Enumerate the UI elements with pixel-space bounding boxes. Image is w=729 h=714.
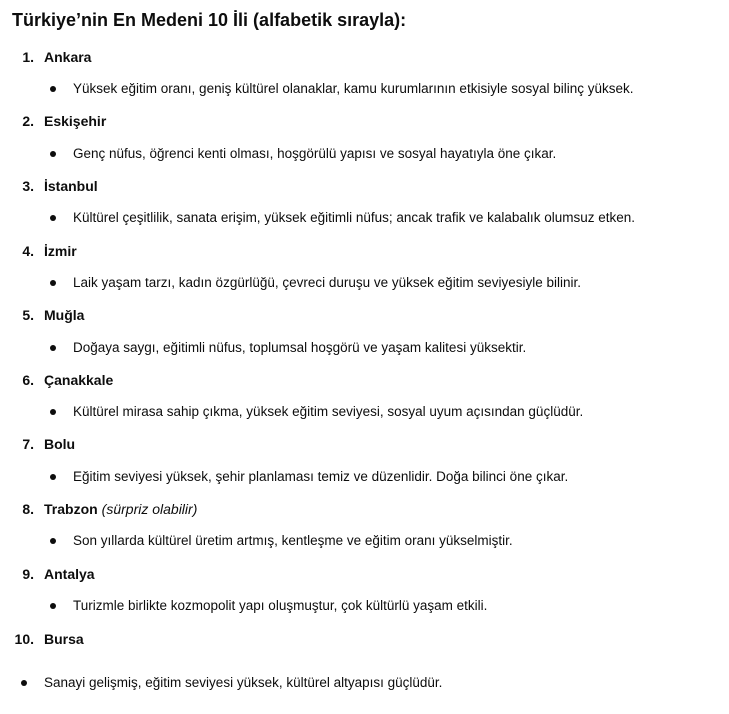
bullet-icon: [50, 86, 56, 92]
bullet-icon: [50, 603, 56, 609]
list-item-number: 6.: [22, 372, 34, 388]
list-item-note: (sürpriz olabilir): [101, 501, 198, 517]
list-item-number: 10.: [14, 631, 34, 647]
description-text: Yüksek eğitim oranı, geniş kültürel olanaklar, kamu kurumlarının etkisiyle sosyal bilinç yüksek.: [73, 81, 634, 96]
list-item-number: 2.: [22, 113, 34, 129]
bullet-icon: [21, 680, 27, 686]
list-item-name: Bolu: [44, 436, 76, 452]
description-text: Son yıllarda kültürel üretim artmış, kentleşme ve eğitim oranı yükselmiştir.: [73, 533, 513, 548]
list-item-name: Bursa: [44, 631, 84, 647]
bullet-icon: [50, 474, 56, 480]
list-item-number: 3.: [22, 178, 34, 194]
bullet-icon: [50, 280, 56, 286]
page-title: Türkiye’nin En Medeni 10 İli (alfabetik sırayla):: [12, 10, 407, 30]
description-text: Doğaya saygı, eğitimli nüfus, toplumsal hoşgörü ve yaşam kalitesi yüksektir.: [73, 340, 527, 355]
list-item-number: 8.: [22, 501, 34, 517]
list-item-number: 7.: [22, 436, 34, 452]
description-text: Sanayi gelişmiş, eğitim seviyesi yüksek, kültürel altyapısı güçlüdür.: [44, 675, 443, 690]
bullet-icon: [50, 215, 56, 221]
description-text: Turizmle birlikte kozmopolit yapı oluşmuştur, çok kültürlü yaşam etkili.: [73, 598, 488, 613]
description-text: Eğitim seviyesi yüksek, şehir planlaması temiz ve düzenlidir. Doğa bilinci öne çıkar.: [73, 469, 569, 484]
description-text: Genç nüfus, öğrenci kenti olması, hoşgörülü yapısı ve sosyal hayatıyla öne çıkar.: [73, 146, 557, 161]
list-item-name-text: Trabzon: [44, 501, 98, 517]
description-text: Laik yaşam tarzı, kadın özgürlüğü, çevreci duruşu ve yüksek eğitim seviyesiyle bilinir.: [73, 275, 581, 290]
bullet-icon: [50, 538, 56, 544]
bullet-icon: [50, 345, 56, 351]
list-item-number: 1.: [22, 49, 34, 65]
list-item-name: [44, 499, 197, 519]
list-item-name: İstanbul: [44, 178, 98, 194]
list-item-name: Eskişehir: [44, 113, 107, 129]
list-item-name: İzmir: [44, 243, 77, 259]
bullet-icon: [50, 151, 56, 157]
list-item-number: 9.: [22, 566, 34, 582]
list-item-name: Ankara: [44, 49, 92, 65]
description-text: Kültürel mirasa sahip çıkma, yüksek eğitim seviyesi, sosyal uyum açısından güçlüdür.: [73, 404, 584, 419]
list-item-number: 4.: [22, 243, 34, 259]
description-text: Kültürel çeşitlilik, sanata erişim, yüksek eğitimli nüfus; ancak trafik ve kalabalık olumsuz etken.: [73, 210, 635, 225]
list-item-number: 5.: [22, 307, 34, 323]
list-item-name: Çanakkale: [44, 372, 114, 388]
list-item-name: Muğla: [44, 307, 85, 323]
bullet-icon: [50, 409, 56, 415]
list-item-name: Antalya: [44, 566, 95, 582]
